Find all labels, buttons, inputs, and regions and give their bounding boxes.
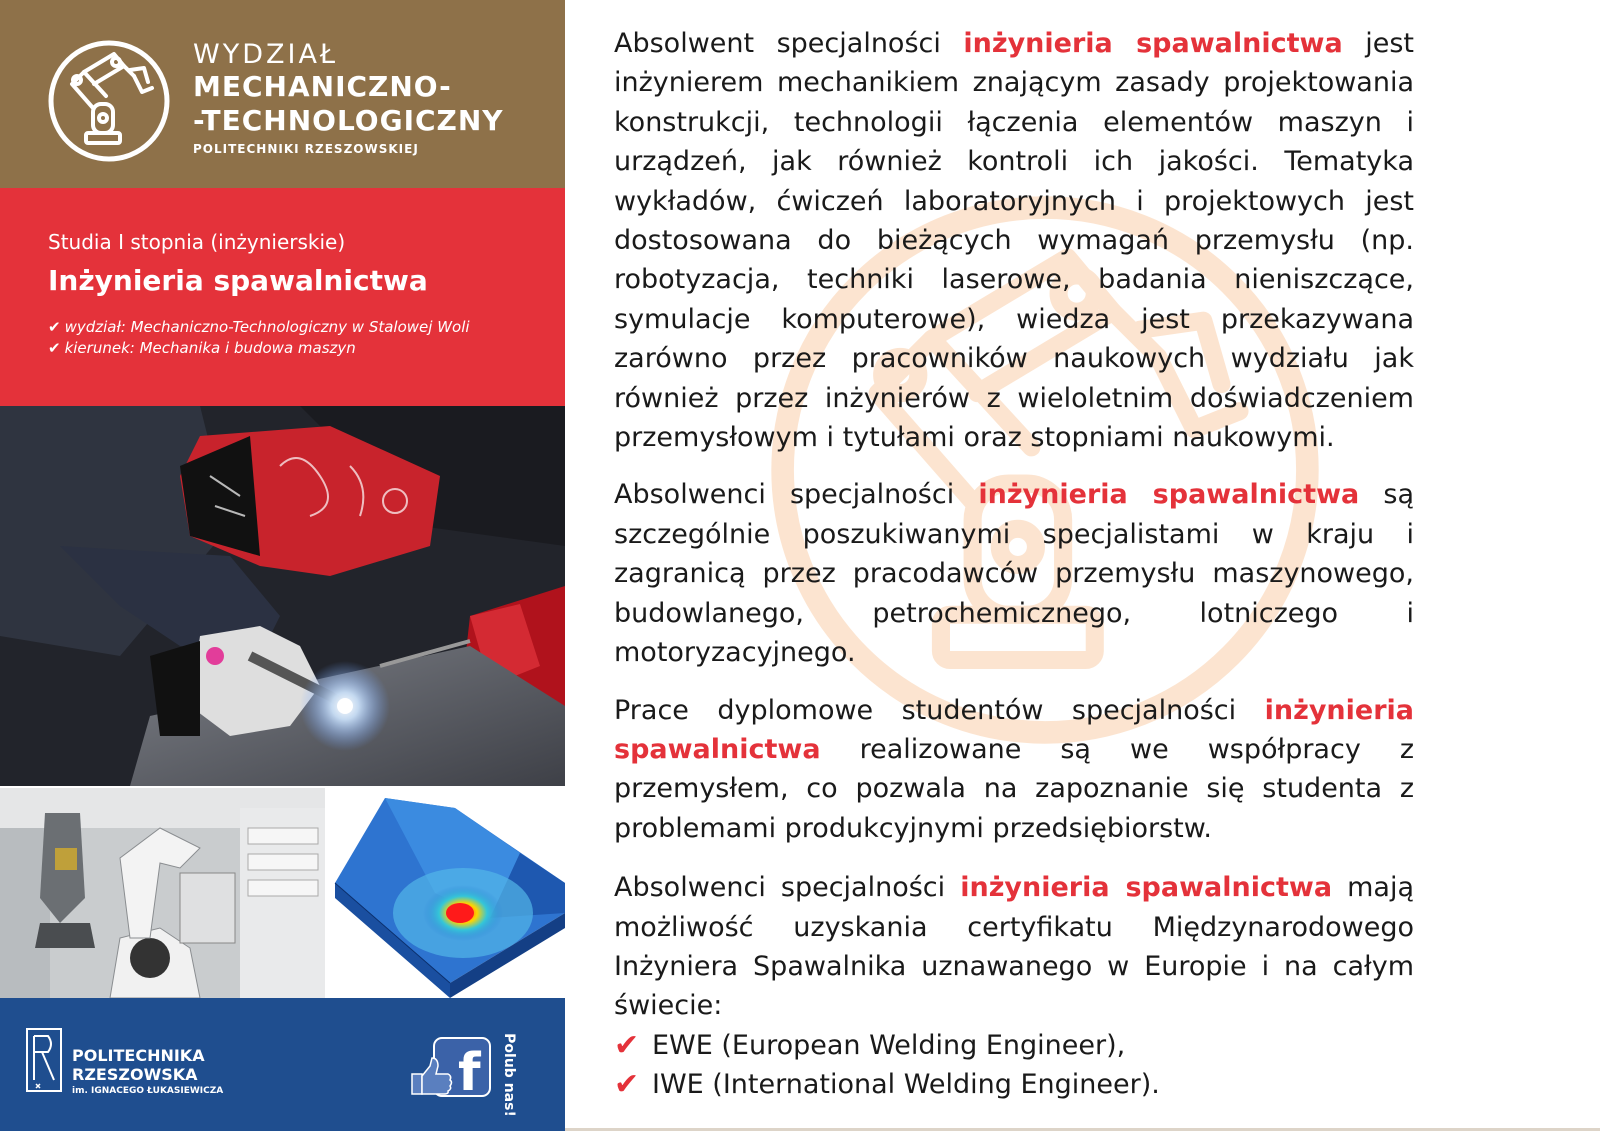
like-us-label[interactable]	[498, 1030, 520, 1120]
list-item	[614, 1026, 1414, 1065]
p3-highlight: inżynieria spawalnictwa	[614, 694, 1414, 765]
info-faculty	[48, 318, 470, 336]
info-field	[48, 339, 356, 357]
programme-banner	[0, 188, 565, 406]
check-icon: ✔	[614, 1067, 640, 1103]
faculty-line4: POLITECHNIKI RZESZOWSKIEJ	[193, 142, 419, 156]
p2-highlight: inżynieria spawalnictwa	[978, 479, 1360, 511]
p4-text-start: Absolwenci specjalności	[614, 872, 946, 904]
politechnika-name	[72, 1046, 223, 1098]
check-icon: ✔	[614, 1027, 640, 1063]
footer-bar	[0, 998, 565, 1131]
p3-text-start: Prace dyplomowe studentów specjalności	[614, 694, 1237, 726]
p1-text-start: Absolwent specjalności	[614, 28, 941, 59]
list-item-text: IWE (International Welding Engineer).	[652, 1069, 1160, 1101]
description-column	[614, 24, 1414, 1105]
faculty-line1: WYDZIAŁ	[193, 39, 339, 70]
paragraph-employment	[614, 475, 1414, 672]
faculty-line2: MECHANICZNO-	[193, 70, 452, 103]
info-faculty-text: wydział: Mechaniczno-Technologiczny w Stalowej Woli	[64, 318, 470, 336]
p4-highlight: inżynieria spawalnictwa	[960, 872, 1333, 904]
p1-text-end: jest inżynierem mechanikiem znającym zasady projektowania konstrukcji, technologii łączenia elementów maszyn i urządzeń, jak również kontroli ich jakości. Tematyka wykładów, ćwiczeń laboratoryjnych i projektowych jest dostosowana do bieżących wymagań przemysłu (np. robotyzacja, techniki laserowe, badania nieniszczące, symulacje komputerowe), wiedza jest przekazywana zarówno przez pracowników naukowych wydziału jak również przez inżynierów z wieloletnim doświadczeniem przemysłowym i tytułami oraz stopniami naukowymi.	[614, 28, 1414, 454]
paragraph-certificates	[614, 868, 1414, 1026]
programme-title: Inżynieria spawalnictwa	[48, 264, 428, 297]
robot-photo	[0, 788, 325, 998]
p4-text-end: mają możliwość uzyskania certyfikatu Międzynarodowego Inżyniera Spawalnika uznawanego w Europie i na całym świecie:	[614, 872, 1415, 1022]
welder-illustration-icon	[0, 406, 565, 786]
p1-highlight: inżynieria spawalnictwa	[963, 28, 1343, 59]
politechnika-line3: im. IGNACEGO ŁUKASIEWICZA	[72, 1086, 224, 1096]
politechnika-logo-icon	[26, 1028, 62, 1092]
p3-text-end: realizowane są we współpracy z przemysłem, co pozwala na zapoznanie się studenta z problemami produkcyjnymi przedsiębiorstw.	[614, 733, 1414, 844]
list-item-text: EWE (European Welding Engineer),	[652, 1029, 1126, 1061]
welding-photo	[0, 406, 565, 786]
studies-level: Studia I stopnia (inżynierskie)	[48, 230, 346, 254]
paragraph-theses	[614, 691, 1414, 849]
info-field-text: kierunek: Mechanika i budowa maszyn	[64, 339, 356, 357]
like-us-text: Polub nas!	[501, 1033, 517, 1117]
check-icon: ✔	[48, 339, 61, 357]
faculty-name	[193, 40, 504, 156]
politechnika-line1: POLITECHNIKA	[72, 1046, 205, 1065]
faculty-header	[0, 0, 565, 188]
welding-robot-icon	[0, 788, 325, 998]
robot-arm-logo-icon	[46, 38, 172, 164]
left-column	[0, 0, 565, 1131]
weld-simulation-icon	[325, 788, 565, 998]
facebook-like-icon[interactable]	[408, 1036, 492, 1100]
paragraph-graduate-profile	[614, 24, 1414, 457]
p2-text-start: Absolwenci specjalności	[614, 479, 955, 511]
p2-text-end: są szczególnie poszukiwanymi specjalistami w kraju i zagranicą przez pracodawców przemysłu maszynowego, budowlanego, petrochemicznego, lotniczego i motoryzacyjnego.	[614, 479, 1415, 669]
list-item	[614, 1065, 1414, 1104]
check-icon: ✔	[48, 318, 61, 336]
simulation-image	[325, 788, 565, 998]
facebook-letter: f	[458, 1043, 481, 1100]
faculty-line3: -TECHNOLOGICZNY	[193, 104, 504, 137]
politechnika-line2: RZESZOWSKA	[72, 1065, 198, 1084]
